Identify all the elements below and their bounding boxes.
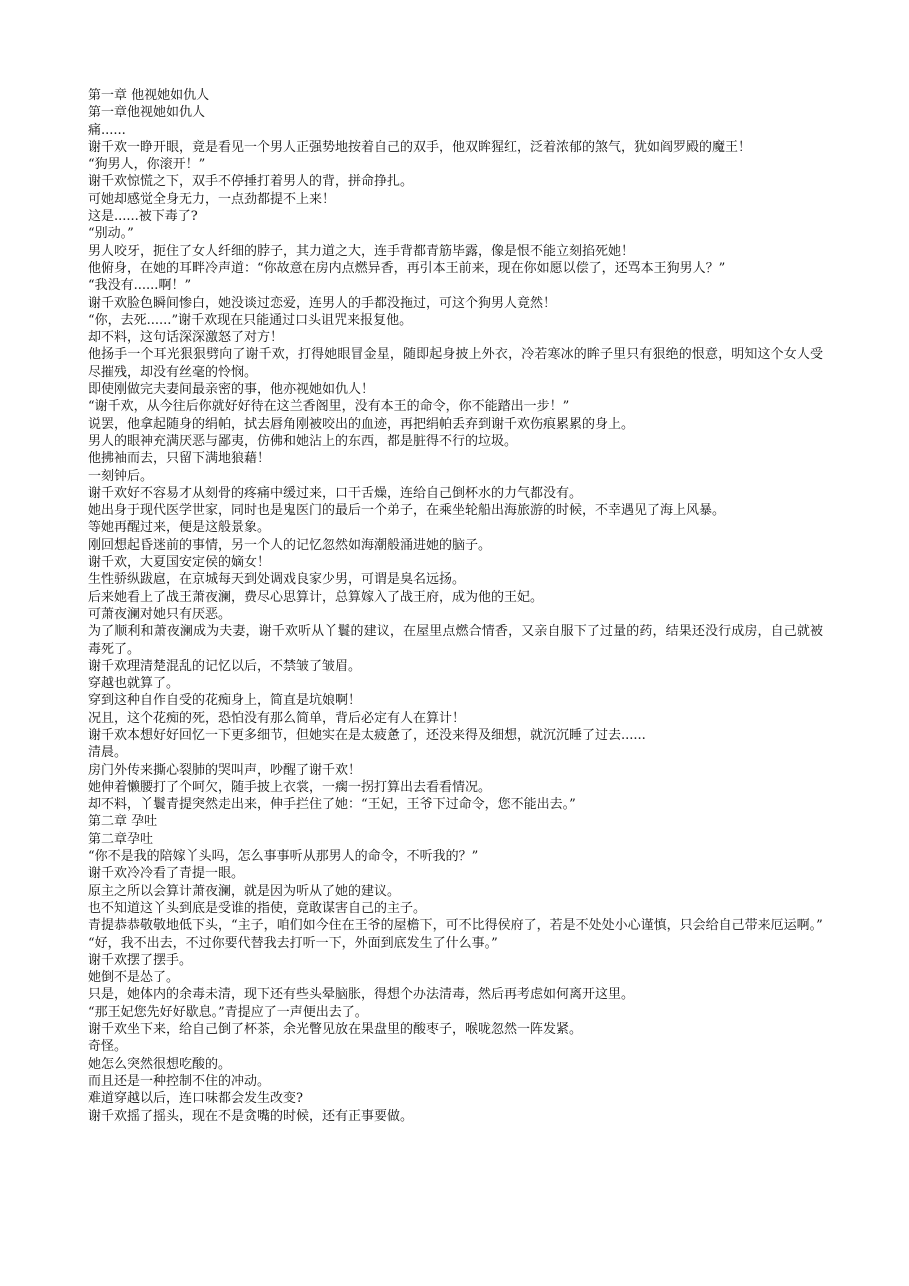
paragraph: 谢千欢好不容易才从刻骨的疼痛中缓过来，口干舌燥，连给自己倒杯水的力气都没有。 [88, 485, 583, 501]
paragraph: 说罢，他拿起随身的绢帕，拭去唇角刚被咬出的血迹，再把绢帕丢弃到谢千欢伤痕累累的身上。 [88, 416, 635, 432]
paragraph: “那王妃您先好好歇息。”青提应了一声便出去了。 [88, 1004, 368, 1020]
paragraph: 一刻钟后。 [88, 468, 154, 484]
paragraph: 谢千欢摆了摆手。 [88, 952, 193, 968]
paragraph: 男人咬牙，扼住了女人纤细的脖子，其力道之大，连手背都青筋毕露，像是恨不能立刻掐死她！ [88, 243, 635, 259]
paragraph: 谢千欢坐下来，给自己倒了杯茶，余光瞥见放在果盘里的酸枣子，喉咙忽然一阵发紧。 [88, 1022, 583, 1038]
paragraph: “别动。” [88, 226, 134, 242]
paragraph: 生性骄纵跋扈，在京城每天到处调戏良家少男，可谓是臭名远扬。 [88, 572, 466, 588]
paragraph: 况且，这个花痴的死，恐怕没有那么简单，背后必定有人在算计！ [88, 710, 466, 726]
paragraph: 刚回想起昏迷前的事情，另一个人的记忆忽然如海潮般涌进她的脑子。 [88, 537, 492, 553]
paragraph: 第二章孕吐 [88, 831, 154, 847]
paragraph: 为了顺利和萧夜澜成为夫妻，谢千欢听从丫鬟的建议，在屋里点燃合情香，又亲自服下了过量的药，结果还没行成房，自己就被毒死了。 [88, 624, 823, 657]
paragraph: 第一章他视她如仇人 [88, 105, 206, 121]
paragraph: 穿到这种自作自受的花痴身上，简直是坑娘啊！ [88, 693, 362, 709]
paragraph: “好，我不出去，不过你要代替我去打听一下，外面到底发生了什么事。” [88, 935, 498, 951]
paragraph: “你，去死......”谢千欢现在只能通过口头诅咒来报复他。 [88, 312, 413, 328]
paragraph: “狗男人，你滚开！” [88, 157, 206, 173]
paragraph: 房门外传来撕心裂肺的哭叫声，吵醒了谢千欢！ [88, 762, 362, 778]
paragraph: 他扬手一个耳光狠狠劈向了谢千欢，打得她眼冒金星，随即起身披上外衣，冷若寒冰的眸子里只有狠绝的恨意，明知这个女人受尽摧残，却没有丝毫的怜悯。 [88, 347, 823, 380]
paragraph: 可她却感觉全身无力，一点劲都提不上来！ [88, 191, 336, 207]
paragraph: 痛...... [88, 122, 126, 138]
paragraph: 而且还是一种控制不住的冲动。 [88, 1073, 271, 1089]
paragraph: 清晨。 [88, 745, 128, 761]
paragraph: 她出身于现代医学世家，同时也是鬼医门的最后一个弟子，在乘坐轮船出海旅游的时候，不幸遇见了海上风暴。 [88, 503, 726, 519]
paragraph: 她倒不是怂了。 [88, 970, 180, 986]
paragraph: 后来她看上了战王萧夜澜，费尽心思算计，总算嫁入了战王府，成为他的王妃。 [88, 589, 544, 605]
paragraph: 第一章 他视她如仇人 [88, 88, 210, 103]
paragraph: 却不料，这句话深深激怒了对方！ [88, 330, 284, 346]
paragraph: 谢千欢理清楚混乱的记忆以后，不禁皱了皱眉。 [88, 658, 362, 674]
document-body [88, 87, 823, 1125]
paragraph: 青提恭恭敬敬地低下头，“主子，咱们如今住在王爷的屋檐下，可不比得侯府了，若是不处处小心谨慎，只会给自己带来厄运啊。” [88, 918, 823, 934]
paragraph: 他拂袖而去，只留下满地狼藉！ [88, 451, 271, 467]
paragraph: 可萧夜澜对她只有厌恶。 [88, 606, 232, 622]
paragraph: 只是，她体内的余毒未清，现下还有些头晕脑胀，得想个办法清毒，然后再考虑如何离开这里。 [88, 987, 635, 1003]
paragraph: “你不是我的陪嫁丫头吗，怎么事事听从那男人的命令，不听我的？” [88, 849, 479, 865]
paragraph: 男人的眼神充满厌恶与鄙夷，仿佛和她沾上的东西，都是脏得不行的垃圾。 [88, 433, 518, 449]
paragraph: 谢千欢，大夏国安定侯的嫡女！ [88, 555, 271, 571]
paragraph: 穿越也就算了。 [88, 676, 180, 692]
paragraph: 他俯身，在她的耳畔冷声道：“你故意在房内点燃异香，再引本王前来，现在你如愿以偿了，还骂本王狗男人？” [88, 260, 726, 276]
paragraph: 第二章 孕吐 [88, 814, 158, 830]
paragraph: 她怎么突然很想吃酸的。 [88, 1056, 232, 1072]
paragraph: 奇怪。 [88, 1039, 128, 1055]
paragraph: 谢千欢脸色瞬间惨白，她没谈过恋爱，连男人的手都没拖过，可这个狗男人竟然！ [88, 295, 557, 311]
paragraph: 却不料，丫鬟青提突然走出来，伸手拦住了她：“王妃，王爷下过命令，您不能出去。” [88, 797, 576, 813]
paragraph: 谢千欢摇了摇头，现在不是贪嘴的时候，还有正事要做。 [88, 1108, 414, 1124]
paragraph: 谢千欢本想好好回忆一下更多细节，但她实在是太疲惫了，还没来得及细想，就沉沉睡了过去...... [88, 727, 646, 743]
paragraph: 谢千欢惊慌之下，双手不停捶打着男人的背，拼命挣扎。 [88, 174, 414, 190]
paragraph: “谢千欢，从今往后你就好好待在这兰香阁里，没有本王的命令，你不能踏出一步！” [88, 399, 570, 415]
paragraph: “我没有......啊！” [88, 278, 192, 294]
paragraph: 即使刚做完夫妻间最亲密的事，他亦视她如仇人！ [88, 382, 375, 398]
paragraph: 也不知道这丫头到底是受谁的指使，竟敢谋害自己的主子。 [88, 900, 427, 916]
paragraph: 这是......被下毒了? [88, 209, 198, 225]
paragraph: 难道穿越以后，连口味都会发生改变? [88, 1091, 303, 1107]
paragraph: 谢千欢冷冷看了青提一眼。 [88, 866, 245, 882]
paragraph: 谢千欢一睁开眼，竟是看见一个男人正强势地按着自己的双手，他双眸猩红，泛着浓郁的煞气，犹如阎罗殿的魔王！ [88, 139, 752, 155]
paragraph: 等她再醒过来，便是这般景象。 [88, 520, 271, 536]
paragraph: 她伸着懒腰打了个呵欠，随手披上衣裳，一瘸一拐打算出去看看情况。 [88, 779, 492, 795]
paragraph: 原主之所以会算计萧夜澜，就是因为听从了她的建议。 [88, 883, 401, 899]
